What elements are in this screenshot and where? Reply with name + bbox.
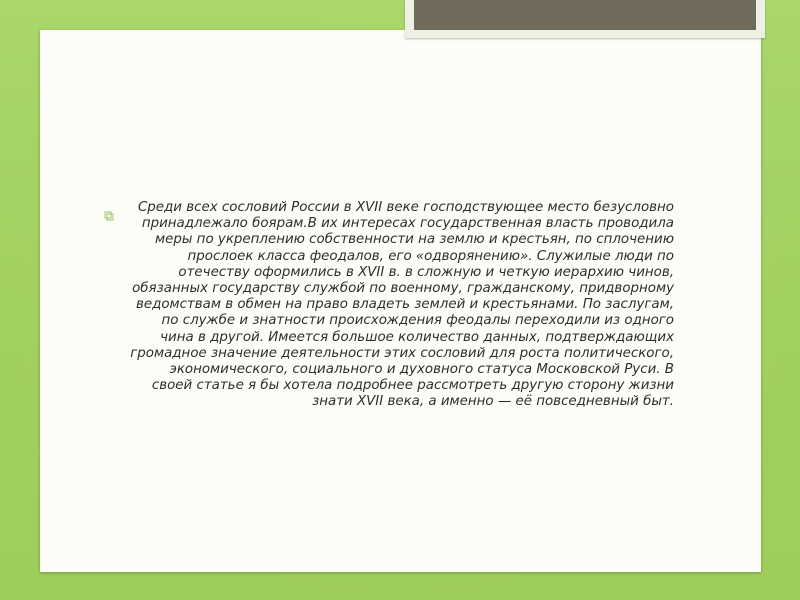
body-paragraph: Среди всех сословий России в XVII веке господствующее место безусловно принадлежало боярам.В их интересах государственная власть проводила меры по укреплению собственности на землю и крестьян, по сплочению прослоек класса феодалов, его «одворянению». Служилые люди по отечеству оформились в XVII в. в сложную и четкую иерархию чинов, обязанных государству службой по военному, гражданскому, придворному ведомствам в обмен на право владеть землей и крестьянами. По заслугам, по службе и знатности происхождения феодалы переходили из одного чина в другой. Имеется большое количество данных, подтверждающих громадное значение деятельности этих сословий для роста политического, экономического, социального и духовного статуса Московской Руси. В своей статье я бы хотела подробнее рассмотреть другую сторону жизни знати XVII века, а именно — её повседневный быт.: [130, 200, 674, 410]
header-tab-fill: [414, 0, 756, 30]
text-block: [100, 200, 680, 411]
header-tab: [405, 0, 765, 38]
ornate-bullet-icon: [104, 206, 114, 216]
